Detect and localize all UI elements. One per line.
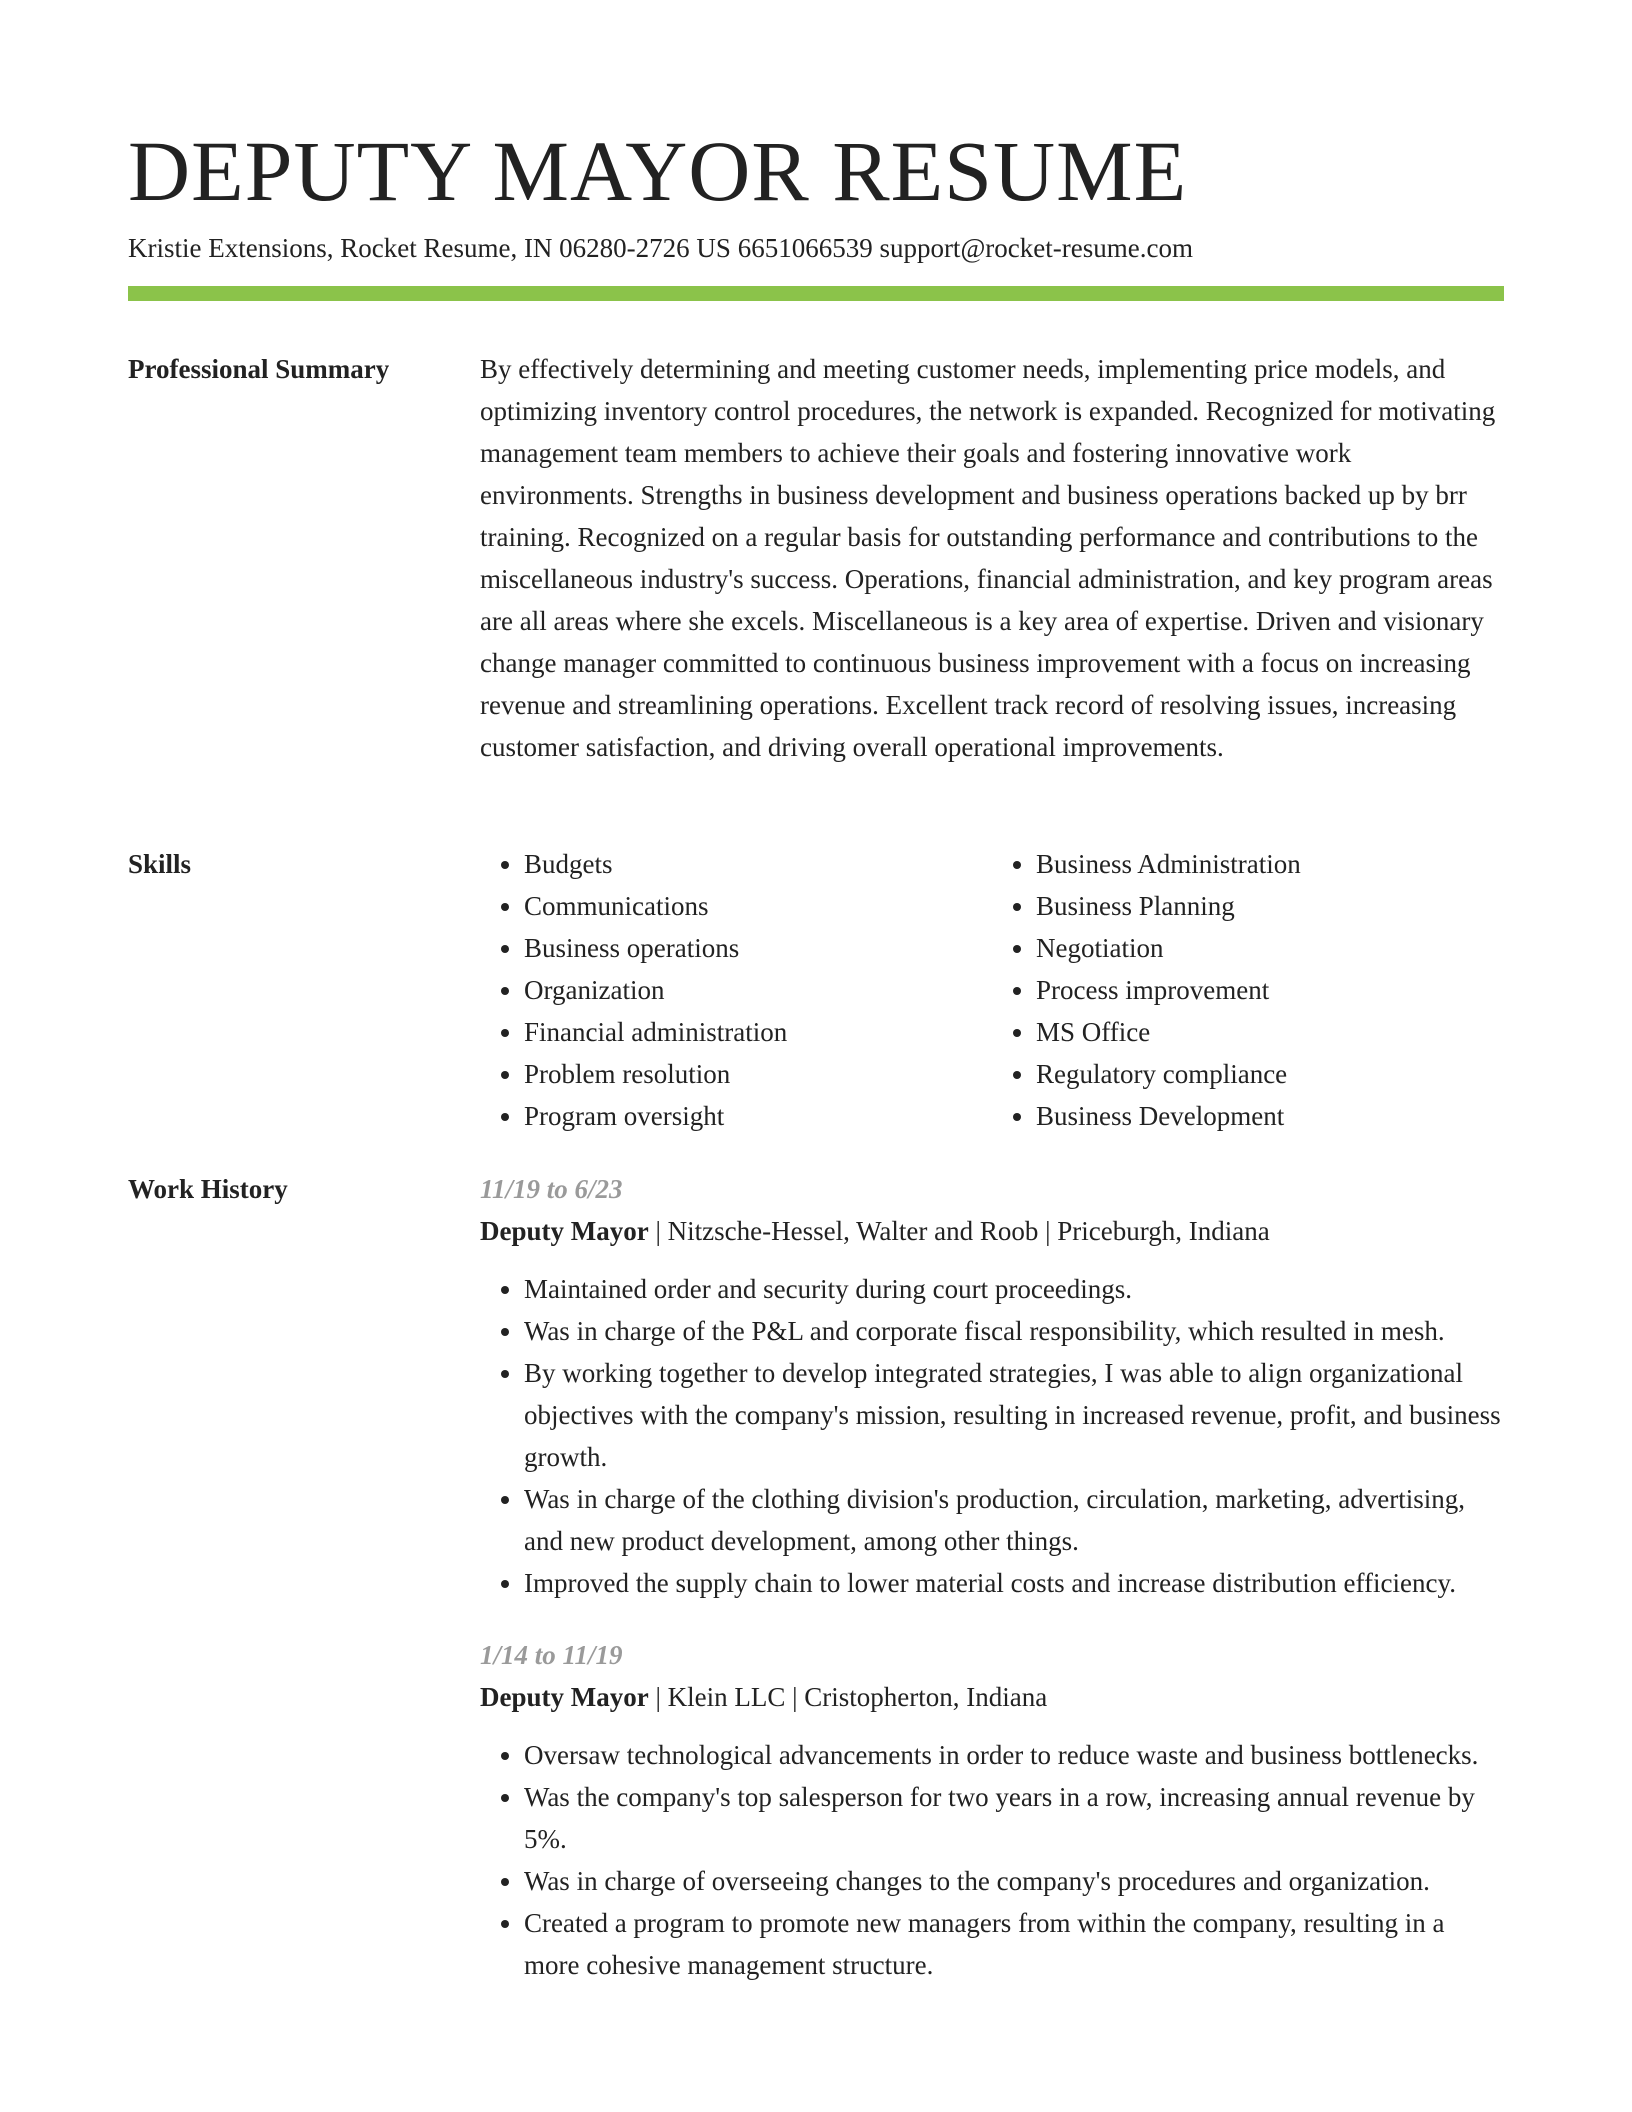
job-employer-location: | Nitzsche-Hessel, Walter and Roob | Priceburgh, Indiana [648, 1216, 1270, 1246]
contact-line: Kristie Extensions, Rocket Resume, IN 06280-2726 US 6651066539 support@rocket-resume.com [128, 233, 1193, 263]
job-title: Deputy Mayor [480, 1216, 649, 1246]
job-heading [480, 1210, 1504, 1252]
skill-item: • Business Planning [1036, 885, 1504, 927]
job-entry [480, 1634, 1504, 1986]
skills-body [480, 843, 1504, 1137]
skill-item: • Negotiation [1036, 927, 1504, 969]
skill-item: • Business operations [524, 927, 992, 969]
skill-item: • Business Development [1036, 1095, 1504, 1137]
job-entry [480, 1168, 1504, 1604]
job-title: Deputy Mayor [480, 1682, 649, 1712]
summary-body [480, 348, 1504, 768]
job-bullet: • Oversaw technological advancements in order to reduce waste and business bottlenecks. [524, 1734, 1504, 1776]
summary-text: By effectively determining and meeting customer needs, implementing price models, and optimizing inventory control procedures, the network is expanded. Recognized for motivating management team members to achieve their goals and fostering innovative work environments. Strengths in business development and business operations backed up by brr training. Recognized on a regular basis for outstanding performance and contributions to the miscellaneous industry's success. Operations, financial administration, and key program areas are all areas where she excels. Miscellaneous is a key area of expertise. Driven and visionary change manager committed to continuous business improvement with a focus on increasing revenue and streamlining operations. Excellent track record of resolving issues, increasing customer satisfaction, and driving overall operational improvements. [480, 354, 1496, 762]
skill-item: • Program oversight [524, 1095, 992, 1137]
skills-list-right [992, 843, 1504, 1137]
skills-columns [480, 843, 1504, 1137]
skill-item: • MS Office [1036, 1011, 1504, 1053]
job-bullet: • Was in charge of overseeing changes to the company's procedures and organization. [524, 1860, 1504, 1902]
skill-item: • Business Administration [1036, 843, 1504, 885]
job-bullet-list [480, 1734, 1504, 1986]
job-heading [480, 1676, 1504, 1718]
job-bullet: • Was in charge of the clothing division's production, circulation, marketing, advertising, and new product development, among other things. [524, 1478, 1504, 1562]
skills-label: Skills [128, 849, 192, 879]
resume-title: DEPUTY MAYOR RESUME [128, 123, 1188, 219]
job-dates: 11/19 to 6/23 [480, 1174, 623, 1204]
work-history-body [480, 1168, 1504, 2016]
skill-item: • Communications [524, 885, 992, 927]
job-bullet: • Was in charge of the P&L and corporate fiscal responsibility, which resulted in mesh. [524, 1310, 1504, 1352]
skill-item: • Problem resolution [524, 1053, 992, 1095]
job-bullet: • Was the company's top salesperson for two years in a row, increasing annual revenue by 5%. [524, 1776, 1504, 1860]
skills-list-left [480, 843, 992, 1137]
summary-label: Professional Summary [128, 354, 390, 384]
job-bullet: • Created a program to promote new managers from within the company, resulting in a more cohesive management structure. [524, 1902, 1504, 1986]
skill-item: • Regulatory compliance [1036, 1053, 1504, 1095]
job-bullet: • Improved the supply chain to lower material costs and increase distribution efficiency. [524, 1562, 1504, 1604]
header-divider [128, 286, 1504, 301]
job-bullet: • By working together to develop integrated strategies, I was able to align organizational objectives with the company's mission, resulting in increased revenue, profit, and business growth. [524, 1352, 1504, 1478]
skill-item: • Organization [524, 969, 992, 1011]
work-history-label: Work History [128, 1174, 288, 1204]
skill-item: • Financial administration [524, 1011, 992, 1053]
skill-item: • Budgets [524, 843, 992, 885]
skill-item: • Process improvement [1036, 969, 1504, 1011]
job-bullet-list [480, 1268, 1504, 1604]
job-bullet: • Maintained order and security during court proceedings. [524, 1268, 1504, 1310]
job-dates: 1/14 to 11/19 [480, 1640, 623, 1670]
job-employer-location: | Klein LLC | Cristopherton, Indiana [648, 1682, 1048, 1712]
